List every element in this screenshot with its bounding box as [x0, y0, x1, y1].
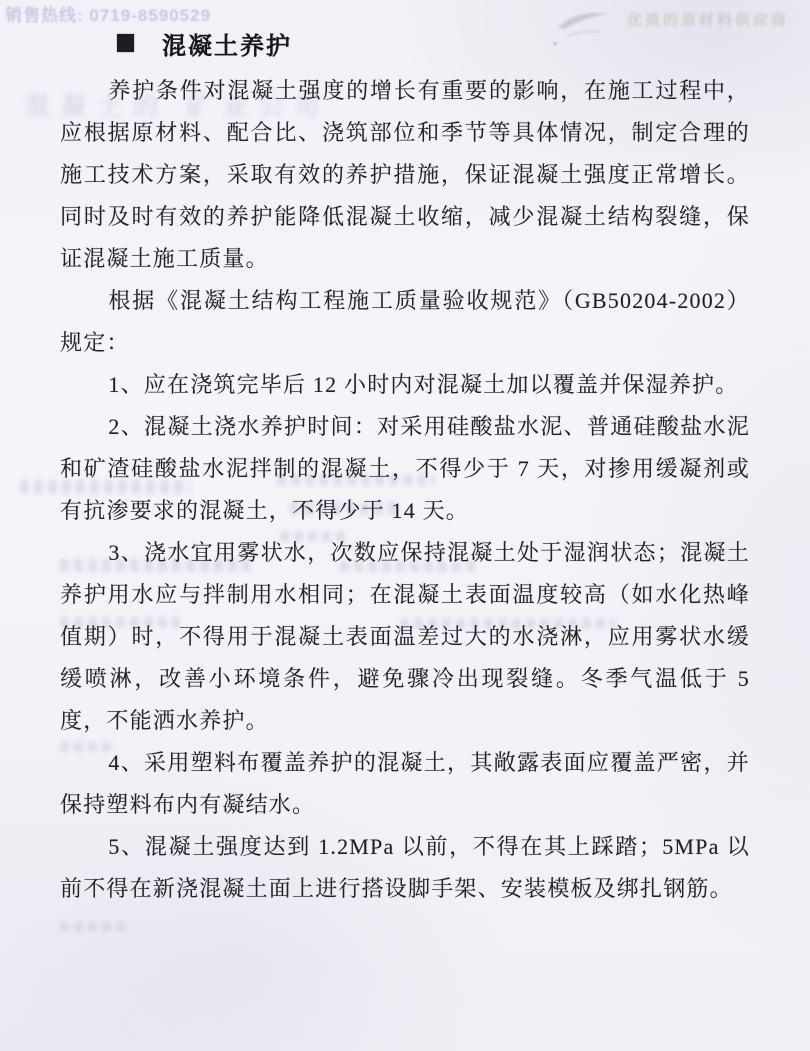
paragraph-item-3: 3、浇水宜用雾状水，次数应保持混凝土处于湿润状态；混凝土养护用水应与拌制用水相同；在混凝土表面温度较高（如水化热峰值期）时，不得用于混凝土表面温差过大的水浇淋，应用雾状水缓缓喷淋，改善小环境条件，避免骤冷出现裂缝。冬季气温低于 5 度，不能洒水养护。 [60, 540, 750, 733]
paragraph-intro: 养护条件对混凝土强度的增长有重要的影响，在施工过程中，应根据原材料、配合比、浇筑部位和季节等具体情况，制定合理的施工技术方案，采取有效的养护措施，保证混凝土强度正常增长。同时及时有效的养护能降低混凝土收缩，减少混凝土结构裂缝，保证混凝土施工质量。 [60, 78, 750, 271]
paragraph-standard-ref: 根据《混凝土结构工程施工质量验收规范》（GB50204-2002）规定： [60, 288, 750, 355]
company-bleed-watermark: 混凝土的 矿业公司 [25, 94, 331, 121]
hotline-watermark: 销售热线: 0719-8590529 [5, 6, 212, 25]
section-bullet-square-icon [117, 34, 134, 52]
paragraph-item-5: 5、混凝土强度达到 1.2MPa 以前，不得在其上踩踏；5MPa 以前不得在新浇混凝土面上进行搭设脚手架、安装模板及绑扎钢筋。 [60, 834, 750, 901]
paragraph-item-1: 1、应在浇筑完毕后 12 小时内对混凝土加以覆盖并保湿养护。 [108, 372, 739, 397]
paragraph-item-4: 4、采用塑料布覆盖养护的混凝土，其敞露表面应覆盖严密，并保持塑料布内有凝结水。 [60, 750, 750, 817]
document-content [60, 26, 750, 910]
body-text [60, 70, 750, 910]
bleed-through-mark [60, 922, 130, 931]
paragraph-item-2: 2、混凝土浇水养护时间：对采用硅酸盐水泥、普通硅酸盐水泥和矿渣硅酸盐水泥拌制的混凝土，不得少于 7 天，对掺用缓凝剂或有抗渗要求的混凝土，不得少于 14 天。 [60, 414, 750, 523]
slogan-watermark: 优质的原材料供应商 [627, 12, 790, 29]
section-title: 混凝土养护 [162, 33, 292, 60]
section-heading [117, 26, 750, 60]
